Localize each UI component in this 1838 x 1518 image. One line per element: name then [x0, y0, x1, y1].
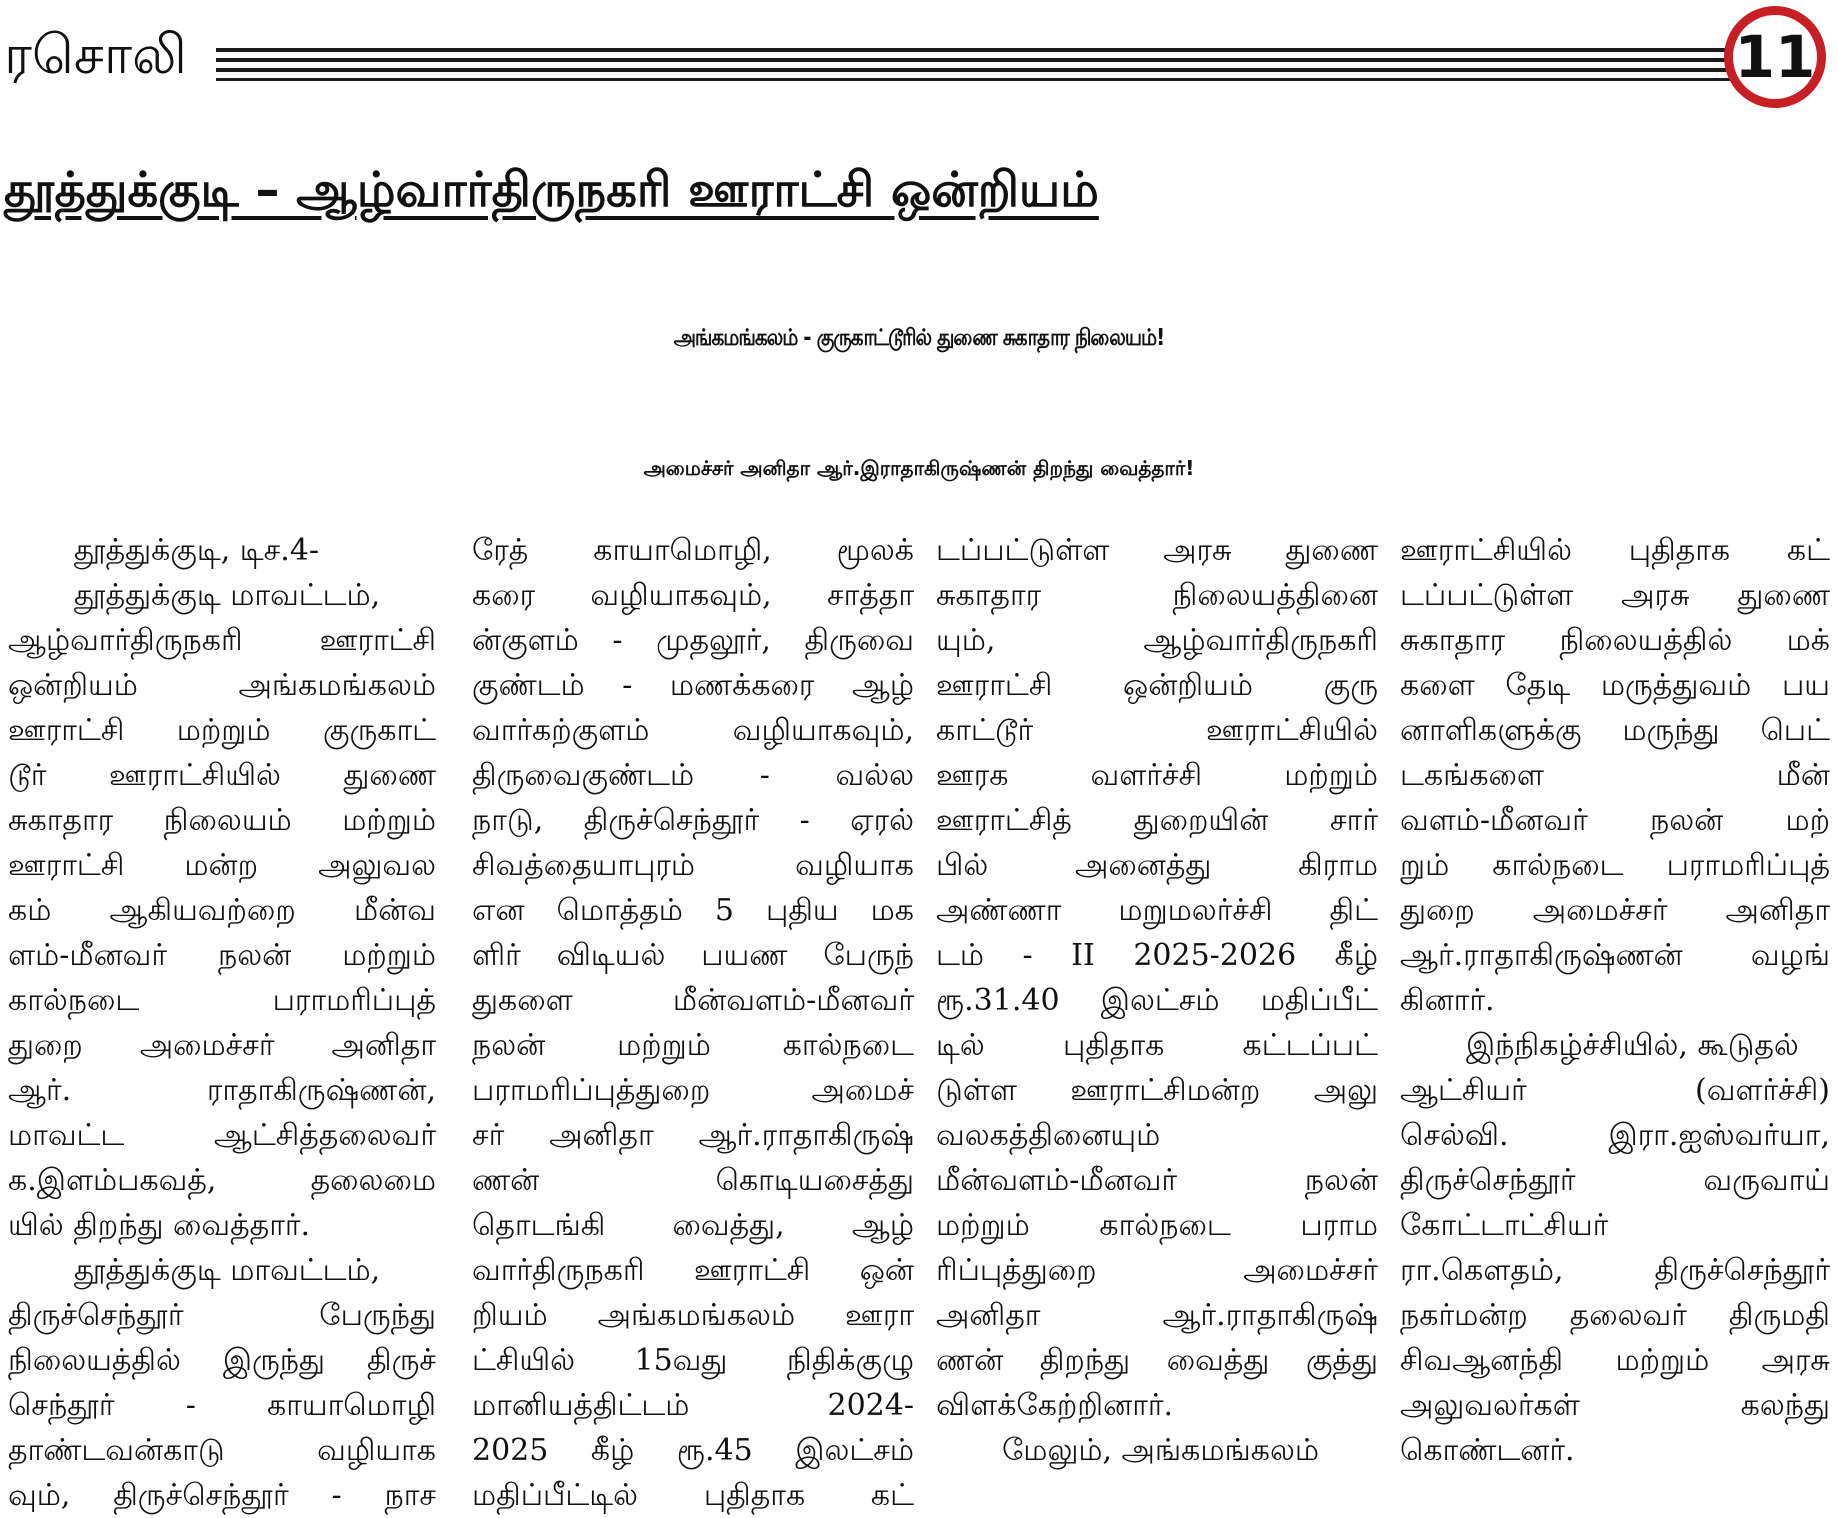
text-line: மீன்வளம்-மீனவர் நலன்	[936, 1163, 1378, 1198]
text-line: வார்திருநகரி ஊராட்சி ஒன்	[472, 1253, 914, 1288]
article-column-4	[1400, 528, 1830, 1468]
text-line: துறை அமைச்சர் அனிதா	[8, 1028, 436, 1063]
text-line: நகர்மன்ற தலைவர் திருமதி	[1400, 1298, 1830, 1333]
article-subheadline: அமைச்சர் அனிதா ஆர்.இராதாகிருஷ்ணன் திறந்து வைத்தார்!	[643, 456, 1195, 480]
article-column-3	[936, 528, 1378, 1468]
text-line: காட்டூர் ஊராட்சியில்	[936, 713, 1378, 748]
text-line: வும், திருச்செந்தூர் - நாச	[8, 1478, 436, 1513]
text-line: சர் அனிதா ஆர்.ராதாகிருஷ்	[472, 1118, 914, 1153]
text-line: மாவட்ட ஆட்சித்தலைவர்	[8, 1118, 436, 1153]
text-line: என மொத்தம் 5 புதிய மக	[472, 893, 914, 928]
article-headline: அங்கமங்கலம் - குருகாட்டூரில் துணை சுகாதார நிலையம்!	[673, 322, 1165, 351]
text-line: கம் ஆகியவற்றை மீன்வ	[8, 893, 436, 928]
text-line: சிவத்தையாபுரம் வழியாக	[472, 848, 914, 883]
article-body	[8, 528, 1830, 1513]
text-line: ஊராட்சி மன்ற அலுவல	[8, 848, 436, 883]
text-line: டப்பட்டுள்ள அரசு துணை	[936, 533, 1378, 568]
text-line: ஊராட்சியில் புதிதாக கட்	[1400, 533, 1830, 568]
text-line: கால்நடை பராமரிப்புத்	[8, 983, 436, 1018]
text-line: பில் அனைத்து கிராம	[936, 848, 1378, 883]
page-number: 11	[1733, 15, 1817, 99]
text-line: சுகாதார நிலையத்தினை	[936, 578, 1378, 613]
text-line: அலுவலர்கள் கலந்து	[1400, 1388, 1830, 1423]
text-line: வலகத்தினையும்	[936, 1118, 1161, 1153]
text-line: கோட்டாட்சியர்	[1400, 1208, 1609, 1243]
text-line: துகளை மீன்வளம்-மீனவர்	[472, 983, 914, 1018]
text-line: செந்தூர் - காயாமொழி	[8, 1388, 436, 1423]
text-line: வார்கற்குளம் வழியாகவும்,	[472, 713, 914, 748]
text-line: தாண்டவன்காடு வழியாக	[8, 1433, 436, 1468]
text-line: டம் - II 2025-2026 கீழ்	[936, 938, 1378, 973]
text-line: திருச்செந்தூர் வருவாய்	[1400, 1163, 1830, 1198]
text-line: அண்ணா மறுமலர்ச்சி திட்	[936, 893, 1378, 928]
text-line: ஊராட்சித் துறையின் சார்	[936, 803, 1378, 838]
text-line: சுகாதார நிலையத்தில் மக்	[1400, 623, 1830, 658]
text-line: வளம்-மீனவர் நலன் மற்	[1400, 803, 1830, 838]
text-line: தூத்துக்குடி மாவட்டம்,	[74, 1253, 381, 1288]
newspaper-name: ரசொலி	[4, 23, 188, 86]
text-line: தூத்துக்குடி, டிச.4-	[74, 533, 320, 568]
text-line: க.இளம்பகவத், தலைமை	[8, 1163, 436, 1198]
text-line: யும், ஆழ்வார்திருநகரி	[936, 623, 1378, 658]
text-line: ரேத் காயாமொழி, மூலக்	[472, 533, 914, 568]
text-line: கொண்டனர்.	[1400, 1433, 1575, 1468]
text-line: நிலையத்தில் இருந்து திருச்	[8, 1343, 436, 1378]
text-line: ஆழ்வார்திருநகரி ஊராட்சி	[8, 623, 436, 658]
text-line: இந்நிகழ்ச்சியில், கூடுதல்	[1466, 1028, 1799, 1063]
text-line: ன்குளம் - முதலூர், திருவை	[472, 623, 914, 658]
text-line: மதிப்பீட்டில் புதிதாக கட்	[472, 1478, 914, 1513]
article-column-2	[472, 528, 914, 1513]
text-line: பராமரிப்புத்துறை அமைச்	[472, 1073, 914, 1108]
text-line: ஆர்.ராதாகிருஷ்ணன் வழங்	[1400, 938, 1830, 973]
text-line: ளம்-மீனவர் நலன் மற்றும்	[8, 938, 436, 973]
text-line: ஊராட்சி ஒன்றியம் குரு	[936, 668, 1378, 703]
text-line: தூத்துக்குடி மாவட்டம்,	[74, 578, 381, 613]
text-line: டூர் ஊராட்சியில் துணை	[8, 758, 436, 793]
text-line: ரூ.31.40 இலட்சம் மதிப்பீட்	[936, 983, 1378, 1018]
text-line: ஆர். ராதாகிருஷ்ணன்,	[8, 1073, 436, 1108]
text-line: னாளிகளுக்கு மருந்து பெட்	[1400, 713, 1830, 748]
text-line: றும் கால்நடை பராமரிப்புத்	[1400, 848, 1830, 883]
masthead-rule	[216, 78, 1734, 81]
text-line: கரை வழியாகவும், சாத்தா	[472, 578, 914, 613]
text-line: ஊரக வளர்ச்சி மற்றும்	[936, 758, 1378, 793]
text-line: மேலும், அங்கமங்கலம்	[1002, 1433, 1320, 1468]
text-line: டப்பட்டுள்ள அரசு துணை	[1400, 578, 1830, 613]
text-line: களை தேடி மருத்துவம் பய	[1400, 668, 1830, 703]
text-line: நலன் மற்றும் கால்நடை	[472, 1028, 914, 1063]
text-line: கினார்.	[1400, 983, 1495, 1018]
text-line: 2025 கீழ் ரூ.45 இலட்சம்	[472, 1433, 914, 1468]
text-line: ணன் கொடியசைத்து	[472, 1163, 914, 1198]
text-line: திருச்செந்தூர் பேருந்து	[8, 1298, 436, 1333]
masthead-rule	[216, 58, 1734, 62]
text-line: ளிர் விடியல் பயண பேருந்	[472, 938, 914, 973]
masthead-rule	[216, 48, 1734, 52]
text-line: ரிப்புத்துறை அமைச்சர்	[936, 1253, 1378, 1288]
masthead-rule	[216, 68, 1734, 72]
text-line: ஆட்சியர் (வளர்ச்சி)	[1400, 1073, 1830, 1108]
text-line: திருவைகுண்டம் - வல்ல	[472, 758, 914, 793]
text-line: ஊராட்சி மற்றும் குருகாட்	[8, 713, 436, 748]
text-line: ரா.கௌதம், திருச்செந்தூர்	[1400, 1253, 1830, 1288]
text-line: டகங்களை மீன்	[1400, 758, 1830, 793]
text-line: ணன் திறந்து வைத்து குத்து	[936, 1343, 1378, 1378]
masthead	[0, 0, 1838, 140]
text-line: சிவஆனந்தி மற்றும் அரசு	[1400, 1343, 1830, 1378]
text-line: சுகாதார நிலையம் மற்றும்	[8, 803, 436, 838]
text-line: டில் புதிதாக கட்டப்பட்	[936, 1028, 1378, 1063]
text-line: மானியத்திட்டம் 2024-	[472, 1388, 914, 1423]
text-line: விளக்கேற்றினார்.	[936, 1388, 1174, 1423]
text-line: நாடு, திருச்செந்தூர் - ஏரல்	[472, 803, 914, 838]
text-line: செல்வி. இரா.ஐஸ்வர்யா,	[1400, 1118, 1830, 1153]
text-line: ட்சியில் 15வது நிதிக்குழு	[472, 1343, 914, 1378]
text-line: யில் திறந்து வைத்தார்.	[8, 1208, 311, 1243]
text-line: றியம் அங்கமங்கலம் ஊரா	[472, 1298, 914, 1333]
text-line: துறை அமைச்சர் அனிதா	[1400, 893, 1830, 928]
article-column-1	[8, 528, 436, 1513]
text-line: அனிதா ஆர்.ராதாகிருஷ்	[936, 1298, 1378, 1333]
text-line: குண்டம் - மணக்கரை ஆழ்	[472, 668, 914, 703]
article-kicker: தூத்துக்குடி – ஆழ்வார்திருநகரி ஊராட்சி ஒன்றியம்	[4, 162, 1099, 218]
text-line: மற்றும் கால்நடை பராம	[936, 1208, 1378, 1243]
text-line: ஒன்றியம் அங்கமங்கலம்	[8, 668, 436, 703]
text-line: தொடங்கி வைத்து, ஆழ்	[472, 1208, 914, 1243]
page-number-badge	[1724, 6, 1826, 108]
text-line: டுள்ள ஊராட்சிமன்ற அலு	[936, 1073, 1378, 1108]
